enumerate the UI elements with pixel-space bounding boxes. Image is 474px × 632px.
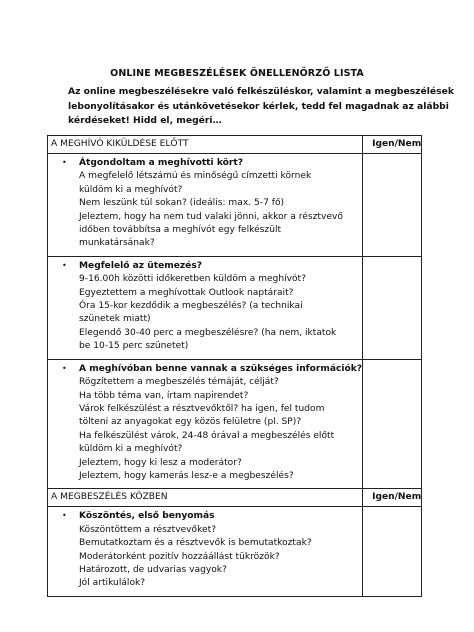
item-question: Megfelelő az ütemezés? (79, 260, 203, 271)
item-question: Köszöntés, első benyomás (79, 511, 215, 522)
item-line: tölteni az anyagokat egy közös felületre (pl. SP)? (79, 417, 302, 428)
item-line: Ha több téma van, írtam napirendet? (79, 390, 249, 401)
item-line: Jeleztem, hogy ki lesz a moderátor? (79, 457, 242, 468)
intro-line: kérdéseket! Hidd el, megéri… (68, 115, 222, 126)
item-line: be 10-15 perc szünetet) (79, 341, 189, 352)
item-line: Egyeztettem a meghívottak Outlook naptárait? (79, 287, 294, 298)
section-header: A MEGHÍVÓ KIKÜLDÉSE ELŐTT (51, 139, 189, 149)
item-line: küldöm ki a meghívót? (79, 444, 183, 455)
item-line: időben továbbítsa a meghívót egy felkészült (79, 225, 282, 236)
section-header: A MEGBESZÉLÉS KÖZBEN (51, 492, 168, 503)
item-line: 9-16.00h közötti időkeretben küldöm a meghívót? (79, 274, 306, 285)
item-line: Jeleztem, hogy kamerás lesz-e a megbeszélés? (79, 470, 294, 481)
section-header-row (48, 489, 422, 507)
item-line: Moderátorként pozitív hozzáállást tükrözök? (79, 551, 280, 562)
answer-cell[interactable] (363, 154, 422, 257)
item-line: munkatársának? (79, 238, 155, 249)
bullet-icon: • (62, 363, 67, 373)
bullet-icon: • (62, 158, 67, 167)
document-title: ONLINE MEGBESZÉLÉSEK ÖNELLENŐRZŐ LISTA (110, 68, 364, 79)
item-line: Óra 15-kor kezdődik a megbeszélés? (a technikai (79, 301, 303, 312)
checklist-item (48, 359, 422, 489)
section-header-row (48, 136, 422, 154)
item-line: Rögzítettem a megbeszélés témáját, célját? (79, 377, 279, 388)
item-question: Átgondoltam a meghívotti kört? (79, 158, 243, 168)
answer-cell[interactable] (363, 256, 422, 359)
bullet-icon: • (62, 260, 67, 270)
item-line: szünetek miatt) (79, 314, 151, 325)
item-line: Elegendő 30-40 perc a megbeszélésre? (ha nem, iktatok (79, 327, 337, 338)
item-line: Várok felkészülést a résztvevőktől? ha igen, fel tudom (79, 403, 325, 414)
item-line: Nem leszünk túl sokan? (ideális: max. 5-7 fő) (79, 198, 285, 209)
answer-column-header: Igen/Nem (372, 139, 422, 149)
item-line: Jól artikulálok? (79, 578, 146, 589)
item-line: Ha felkészülést várok, 24-48 órával a megbeszélés előtt (79, 430, 335, 441)
item-line: A megfelelő létszámú és minőségű címzetti körnek (79, 171, 312, 182)
answer-column-header: Igen/Nem (372, 492, 422, 503)
intro-line: Az online megbeszélésekre való felkészüléskor, valamint a megbeszélések (68, 86, 454, 97)
bullet-icon: • (62, 511, 67, 521)
item-line: Jeleztem, hogy ha nem tud valaki jönni, akkor a résztvevő (79, 211, 343, 222)
checklist-item (48, 154, 422, 257)
item-line: Köszöntöttem a résztvevőket? (79, 524, 217, 535)
checklist-item (48, 507, 422, 596)
answer-cell[interactable] (363, 359, 422, 489)
answer-cell[interactable] (363, 507, 422, 596)
item-line: küldöm ki a meghívót? (79, 184, 183, 195)
item-line: Határozott, de udvarias vagyok? (79, 564, 227, 575)
intro-line: lebonyolításakor és utánkövetésekor kérlek, tedd fel magadnak az alábbi (68, 100, 449, 112)
checklist-item (48, 256, 422, 359)
item-question: A meghívóban benne vannak a szükséges információk? (79, 363, 363, 374)
checklist-table (47, 135, 422, 597)
intro-paragraph (68, 85, 454, 129)
item-line: Bemutatkoztam és a résztvevők is bemutatkoztak? (79, 538, 312, 549)
